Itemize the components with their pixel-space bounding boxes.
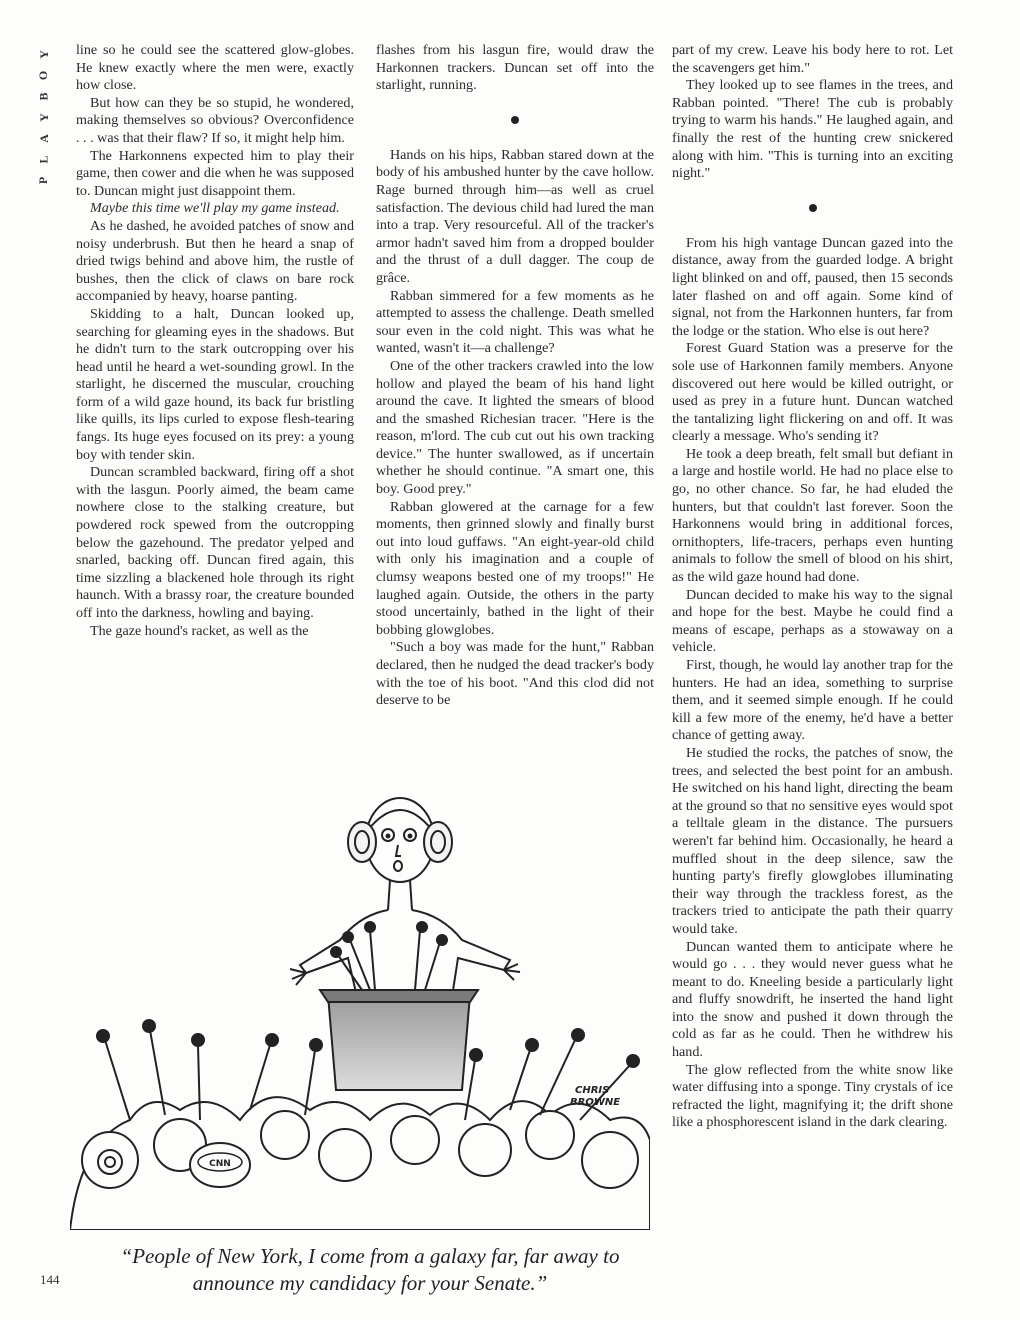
section-break-bullet [376, 115, 654, 125]
paragraph: The gaze hound's racket, as well as the [90, 622, 309, 639]
paragraph: flashes from his lasgun fire, would draw the Harkonnen trackers. Duncan set off into the starlight, running. [376, 42, 654, 94]
article-column-1 [76, 42, 354, 640]
cap-logo: CNN [209, 1159, 231, 1169]
paragraph: part of my crew. Leave his body here to rot. Let the scavengers get him." [672, 42, 953, 76]
paragraph: But how can they be so stupid, he wondered, making themselves so obvious? Overconfidence . . . was that their flaw? If so, it might help him. [76, 94, 354, 146]
paragraph: One of the other trackers crawled into the low hollow and played the beam of his hand light around the cave. It lighted the smears of blood and the smashed Richesian tracer. "Here is the reason, m'lord. The cub cut out his own tracking device." The hunter swallowed, as if uncertain whether he should continue. "A smart one, this boy. Good prey." [376, 357, 654, 498]
paragraph: Rabban glowered at the carnage for a few moments, then grinned slowly and finally burst out into loud guffaws. "An eight-year-old child with only his imagination and a couple of clumsy weapons bested one of my troops!" He laughed again. Outside, the others in the party stood uncertainly, bathed in the light of their bobbing glowglobes. [376, 498, 654, 638]
masthead-letter: P [36, 176, 51, 185]
paragraph: They looked up to see flames in the trees, and Rabban pointed. "There! The cub is probably trying to warm his hands." He laughed again, and finally the rest of the hunting crew snickered along with him. "This is turning into an exciting night." [672, 77, 953, 182]
paragraph: Duncan wanted them to anticipate where he would go . . . they would never guess what he meant to do. Kneeling beside a particularly light and fluffy snowdrift, he inserted the hand light into the snow and pushed it down through the cold as far as he could. Then he withdrew his hand. [672, 938, 953, 1061]
cartoon-drawing [70, 790, 650, 1230]
cartoon-caption: “People of New York, I come from a galaxy far, far away to announce my candidacy for your Senate.” [120, 1244, 620, 1295]
paragraph: He studied the rocks, the patches of snow, the trees, and selected the best point for an ambush. He switched on his hand light, directing the beam at the ground so that no sensitive eyes would spot a telltale gleam in the distance. The pursuers weren't far behind him. Occasionally, he heard a muffled shout in the deep silence, saw the hunting party's firefly glowglobes illuminating their way through the trackless forest, as the trackers tried to anticipate the path their quarry would take. [672, 744, 953, 937]
cartoon-illustration [70, 790, 650, 1230]
article-column-2 [376, 42, 654, 710]
paragraph: Forest Guard Station was a preserve for the sole use of Harkonnen family members. Anyone discovered out here would be killed outright, or used as prey in a future hunt. Duncan watched the tantalizing light flickering on and off. It was clearly a message. Who's sending it? [672, 340, 953, 445]
paragraph: The glow reflected from the white snow like water diffusing into a sponge. Tiny crystals of ice refracted the light, magnifying it; the drift shone like a phosphorescent island in the dark clearing. [672, 1061, 953, 1131]
paragraph: Hands on his hips, Rabban stared down at the body of his ambushed hunter by the cave hollow. Rage burned through him—as well as cruel satisfaction. The devious child had lured the man into a trap. Very resourceful. All of the tracker's armor hadn't saved him from a dropped boulder and the thrust of a dull dagger. The coup de grâce. [376, 146, 654, 286]
paragraph: "Such a boy was made for the hunt," Rabban declared, then he nudged the dead tracker's body with the toe of his boot. "And this clod did not deserve to be [376, 639, 654, 709]
masthead-letter: Y [36, 113, 51, 122]
page-number: 144 [40, 1272, 60, 1287]
paragraph: Duncan scrambled backward, firing off a shot with the lasgun. Poorly aimed, the beam came nowhere close to the stalking creature, but powdered rock spewed from the outcropping below the gazehound. The predator yelped and snarled, backing off. Duncan fired again, this time sizzling a blackened hole through its right haunch. With a brassy roar, the creature bounded off into the darkness, howling and baying. [76, 464, 354, 621]
paragraph: Duncan decided to make his way to the signal and hope for the best. Maybe he could find a means of escape, perhaps as a stowaway on a vehicle. [672, 586, 953, 656]
paragraph: The Harkonnens expected him to play their game, then cower and die when he was supposed to. Duncan might just disappoint them. [76, 147, 354, 199]
paragraph: line so he could see the scattered glow-globes. He knew exactly where the men were, exactly how close. [76, 42, 354, 94]
magazine-masthead [33, 44, 55, 191]
masthead-letter: Y [36, 50, 51, 59]
paragraph: Skidding to a halt, Duncan looked up, searching for gleaming eyes in the shadows. But he didn't turn to the stark outcropping over his head until he heard a wet-sounding growl. In the starlight, he discerned the muscular, crouching form of a wild gaze hound, its back fur bristling like quills, its lips curled to expose flesh-tearing fangs. Its huge eyes focused on its prey: a young boy with tender skin. [76, 305, 354, 463]
section-break-bullet [672, 203, 953, 213]
masthead-letter: L [36, 155, 51, 164]
artist-signature: BROWNE [570, 1097, 621, 1108]
masthead-letter: B [36, 92, 51, 101]
paragraph: Rabban simmered for a few moments as he attempted to assess the challenge. Death smelled sour even in the cold night. This was what he wanted, wasn't it—a challenge? [376, 287, 654, 357]
paragraph: Maybe this time we'll play my game instead. [90, 200, 340, 217]
artist-signature: CHRIS [575, 1085, 610, 1096]
article-column-3 [672, 42, 953, 1132]
paragraph: He took a deep breath, felt small but defiant in a large and hostile world. He had no place else to go, no other chance. So far, he had eluded the hunters, but that couldn't last forever. Soon the Harkonnens would bring in additional forces, ornithopters, life-tracers, perhaps even hunting animals to follow the smell of blood on his shirt, as the wild gaze hound had done. [672, 445, 953, 586]
paragraph: First, though, he would lay another trap for the hunters. He had an idea, something to surprise them, and it seemed simple enough. If he could kill a few more of the enemy, he'd have a better chance of getting away. [672, 657, 953, 744]
paragraph: As he dashed, he avoided patches of snow and noisy underbrush. But then he heard a snap of dried twigs behind and above him, the rustle of bushes, then the click of claws on bare rock accompanied by heavy, hoarse panting. [76, 217, 354, 305]
masthead-letter: O [36, 70, 51, 81]
paragraph: From his high vantage Duncan gazed into the distance, away from the guarded lodge. A bright light blinked on and off, paused, then 15 seconds later flashed on and off again. Some kind of signal, not from the Harkonnen hunters, far from the lodge or the station. Who else is out here? [672, 234, 953, 339]
masthead-letter: A [36, 134, 51, 143]
